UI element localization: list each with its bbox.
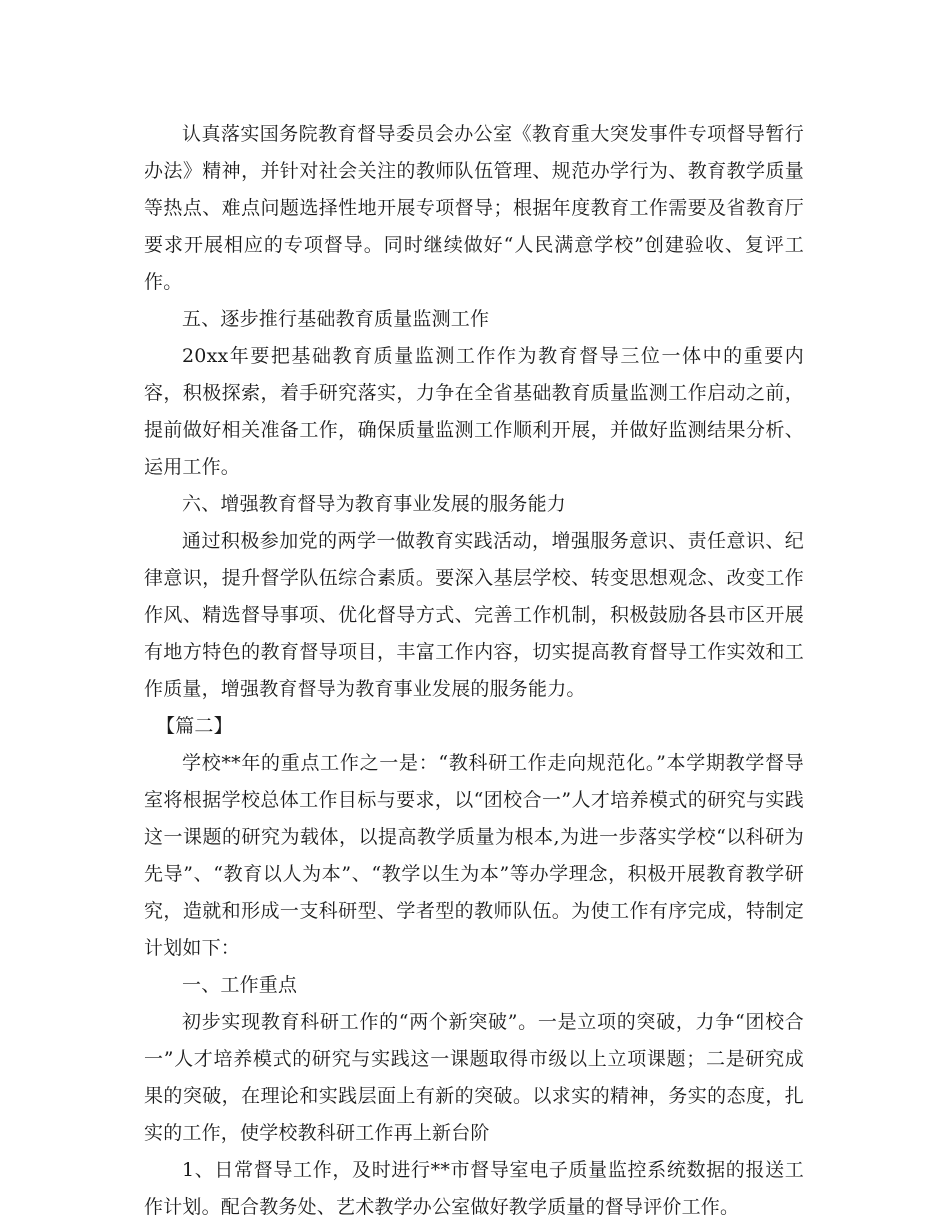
document-body [144, 116, 804, 1226]
heading-service-capacity: 六、增强教育督导为教育事业发展的服务能力 [182, 493, 567, 515]
paragraph-quality-monitoring: 20xx年要把基础教育质量监测工作作为教育督导三位一体中的重要内容，积极探索，着手研究落实，力争在全省基础教育质量监测工作启动之前，提前做好相关准备工作，确保质量监测工作顺利开展，并做好监测结果分析、运用工作。 [144, 345, 804, 478]
paragraph-two-breakthroughs: 初步实现教育科研工作的“两个新突破”。一是立项的突破，力争“团校合一”人才培养模式的研究与实践这一课题取得市级以上立项课题；二是研究成果的突破，在理论和实践层面上有新的突破。以求实的精神，务实的态度，扎实的工作，使学校教科研工作再上新台阶 [144, 1011, 804, 1144]
paragraph-service-capacity: 通过积极参加党的两学一做教育实践活动，增强服务意识、责任意识、纪律意识，提升督学队伍综合素质。要深入基层学校、转变思想观念、改变工作作风、精选督导事项、优化督导方式、完善工作机制，积极鼓励各县市区开展有地方特色的教育督导项目，丰富工作内容，切实提高教育督导工作实效和工作质量，增强教育督导为教育事业发展的服务能力。 [144, 530, 804, 700]
section-title-part-two: 【篇二】 [156, 715, 233, 737]
paragraph-research-plan: 学校**年的重点工作之一是：“教科研工作走向规范化。”本学期教学督导室将根据学校总体工作目标与要求，以“团校合一”人才培养模式的研究与实践这一课题的研究为载体，以提高教学质量为根本,为进一步落实学校“以科研为先导”、“教育以人为本”、“教学以生为本”等办学理念，积极开展教育教学研究，造就和形成一支科研型、学者型的教师队伍。为使工作有序完成，特制定计划如下： [144, 752, 804, 959]
paragraph-daily-supervision: 1、日常督导工作，及时进行**市督导室电子质量监控系统数据的报送工作计划。配合教务处、艺术教学办公室做好教学质量的督导评价工作。 [144, 1159, 804, 1218]
heading-quality-monitoring: 五、逐步推行基础教育质量监测工作 [182, 308, 490, 330]
paragraph-special-supervision: 认真落实国务院教育督导委员会办公室《教育重大突发事件专项督导暂行办法》精神，并针对社会关注的教师队伍管理、规范办学行为、教育教学质量等热点、难点问题选择性地开展专项督导；根据年度教育工作需要及省教育厅要求开展相应的专项督导。同时继续做好“人民满意学校”创建验收、复评工作。 [144, 123, 804, 293]
heading-work-focus: 一、工作重点 [182, 974, 298, 996]
